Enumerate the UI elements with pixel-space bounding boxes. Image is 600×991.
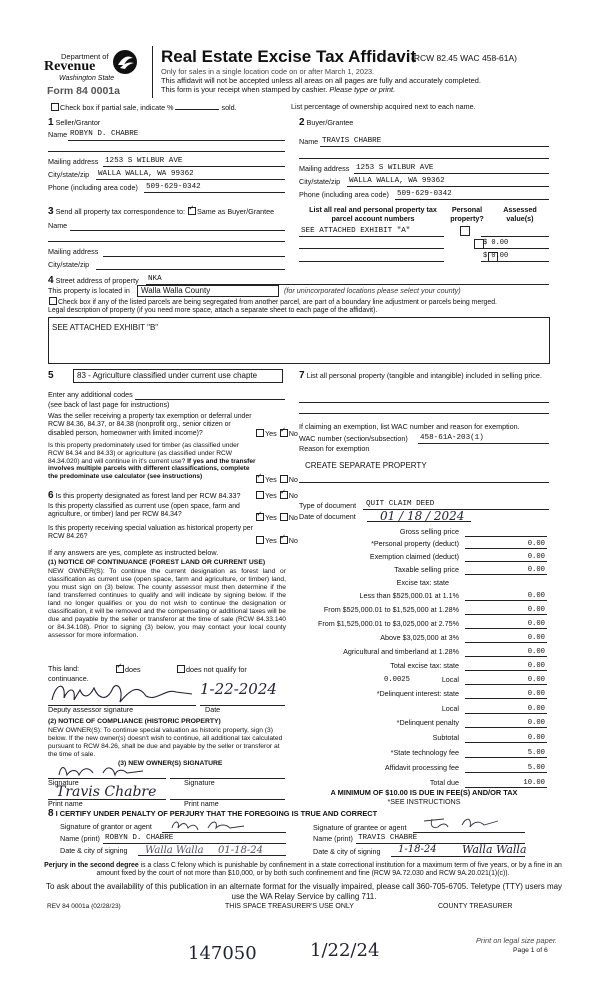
dept-line3: Washington State <box>59 75 115 82</box>
tier4-row: Above $3,025,000 at 3% 0.00 <box>380 633 545 642</box>
minimum-note: A MINIMUM OF $10.00 IS DUE IN FEE(S) AND/OR TAX <box>330 788 518 797</box>
grantor-sig-label: Signature of grantor or agent <box>60 822 152 831</box>
forest-yes-checkbox[interactable] <box>256 491 264 499</box>
street-field[interactable]: NKA <box>148 275 162 283</box>
seller-mail-field[interactable]: 1253 S WILBUR AVE <box>105 157 183 165</box>
assessor-date-field[interactable]: 1-22-2024 <box>200 680 277 698</box>
claim-label: If claiming an exemption, list WAC number and reason for exemption. <box>299 422 520 431</box>
assessed-value-3[interactable]: $ 0.00 <box>483 252 509 260</box>
signature-label-2: Signature <box>184 778 215 787</box>
buyer-mail-label: Mailing address <box>299 164 350 173</box>
grantor-name-field[interactable]: ROBYN D. CHABRE <box>105 834 174 842</box>
local-row: Local 0.00 <box>441 675 545 684</box>
county-treasurer-label: COUNTY TREASURER <box>438 903 513 910</box>
grantee-city-field[interactable]: Walla Walla <box>462 843 527 856</box>
see-back-label: (see back of last page for instructions) <box>48 400 170 409</box>
seller-name-field[interactable]: ROBYN D. CHABRE <box>70 130 139 138</box>
seller-phone-label: Phone (including area code) <box>48 183 138 192</box>
partial-sale-checkbox[interactable] <box>51 103 59 111</box>
buyer-heading: 2 Buyer/Grantee <box>299 117 354 128</box>
tier3-row: From $1,525,000.01 to $3,025,000 at 2.75% 0.00 <box>317 619 545 628</box>
doc-type-label: Type of document <box>299 501 357 510</box>
seller-city-field[interactable]: WALLA WALLA, WA 99362 <box>98 170 194 178</box>
notice-compliance-body: NEW OWNER(S): To continue special valuation as historic property, sign (3) below. If the new owner(s) doesn't wish to continue, all additional tax calculated pursuant to RCW 84.26, shall be due and payable by the seller or transferor at the time of sale. <box>48 727 283 759</box>
personal-header: Personal property? <box>450 205 484 223</box>
certify-heading: 8 I CERTIFY UNDER PENALTY OF PERJURY THAT THE FOREGOING IS TRUE AND CORRECT <box>48 808 378 819</box>
assessor-signature-image <box>46 678 196 708</box>
new-owner-signature-image <box>55 763 145 779</box>
timber-no-checkbox[interactable] <box>280 475 288 483</box>
delinq-state-row: *Delinquent interest: state 0.00 <box>376 689 545 698</box>
grantee-name-label: Name (print) <box>313 834 353 843</box>
legal-description-field[interactable]: SEE ATTACHED EXHIBIT "B" <box>48 317 550 364</box>
revenue-logo-icon <box>112 49 138 75</box>
grantee-signature-image <box>422 815 502 831</box>
total-state-row: Total excise tax: state 0.00 <box>390 661 545 670</box>
tier2-row: From $525,000.01 to $1,525,000 at 1.28% 0.00 <box>323 605 545 614</box>
dept-line2: Revenue <box>44 59 96 74</box>
new-owner-sig-head: (3) NEW OWNER(S) SIGNATURE <box>118 760 223 767</box>
excise-state-row: Excise tax: state <box>396 578 449 587</box>
this-land-label: This land: <box>48 664 80 673</box>
grantee-date-field[interactable]: 1-18-24 <box>398 844 437 855</box>
partial-sale-label: Check box if partial sale, indicate % sold. <box>50 103 237 113</box>
grantee-sig-label: Signature of grantee or agent <box>313 823 407 832</box>
ownership-note: List percentage of ownership acquired next to each name. <box>291 102 476 111</box>
doc-date-field[interactable]: 01 / 18 / 2024 <box>380 509 465 523</box>
local-rate: 0.0025 <box>384 676 410 684</box>
notice-compliance-head: (2) NOTICE OF COMPLIANCE (HISTORIC PROPERTY) <box>48 718 221 725</box>
question-historic: Is this property receiving special valuation as historical property per RCW 84.26? <box>48 525 253 541</box>
does-not-option: does not qualify for <box>176 665 247 675</box>
forest-yes-no: Yes ✓ No <box>255 491 298 501</box>
header-divider <box>152 46 153 98</box>
subtitle-2: This affidavit will not be accepted unless all areas on all pages are fully and accurately completed. <box>161 76 481 85</box>
doc-date-label: Date of document <box>299 512 356 521</box>
treasurer-use-label: THIS SPACE TREASURER'S USE ONLY <box>225 903 354 910</box>
print-name-label-1: Print name <box>48 799 83 808</box>
total-due-row: Total due 10.00 <box>429 778 545 787</box>
personal-row: *Personal property (deduct) 0.00 <box>371 539 545 548</box>
grantor-city-field[interactable]: Walla Walla <box>145 845 204 856</box>
signature-label-1: Signature <box>48 778 79 787</box>
current-use-yes-no: ✓ Yes No <box>255 513 298 523</box>
street-label: 4 Street address of property <box>48 275 139 286</box>
timber-yes-checkbox[interactable] <box>256 475 264 483</box>
grantor-date-label: Date & city of signing <box>60 846 128 855</box>
corr-mail-label: Mailing address <box>48 247 99 256</box>
printed-name-field[interactable]: Travis Chabre <box>56 784 157 800</box>
current-use-yes-checkbox[interactable] <box>256 513 264 521</box>
forest-no-checkbox[interactable] <box>280 491 288 499</box>
segregated-label: Check box if any of the listed parcels are being segregated from another parcel, are part of a boundary line adjustment or parcels being merged. <box>48 297 497 307</box>
subtitle-1: Only for sales in a single location code on or after March 1, 2023. <box>161 67 375 76</box>
aff-fee-row: Affidavit processing fee 5.00 <box>384 763 545 772</box>
buyer-phone-label: Phone (including area code) <box>299 190 389 199</box>
exemption-yes-checkbox[interactable] <box>256 429 264 437</box>
additional-codes-label: Enter any additional codes <box>48 390 133 399</box>
timber-yes-no: ✓ Yes No <box>255 475 298 485</box>
parcel-row-1[interactable]: SEE ATTACHED EXHIBIT "A" <box>301 227 411 235</box>
seller-phone-field[interactable]: 509-629-0342 <box>146 183 201 191</box>
current-use-no-checkbox[interactable] <box>280 513 288 521</box>
page-number: Page 1 of 6 <box>513 947 548 954</box>
buyer-city-field[interactable]: WALLA WALLA, WA 99362 <box>349 177 445 185</box>
form-number: Form 84 0001a <box>47 85 120 97</box>
subtitle-3: This form is your receipt when stamped by cashier. Please type or print. <box>161 85 396 94</box>
correspondence-label: 3 Send all property tax correspondence to: ✓ Same as Buyer/Grantee <box>48 206 274 218</box>
continuance-label: continuance. <box>48 674 89 683</box>
page-title: Real Estate Excise Tax Affidavit <box>161 47 417 66</box>
question-timber: Is this property predominately used for timber (as classified under RCW 84.34 and 84.33) or agriculture (as classified under RCW 84.34.020) and will continue in it's current use? If yes and the transfer involves multiple parcels with different classifications, complete the predominate use calculator (see instructions) <box>48 442 256 481</box>
question-exemption: Was the seller receiving a property tax exemption or deferral under RCW 84.36, 84.37, or 84.38 (nonprofit org., senior citizen or disabled person, homeowner with limited income)? <box>48 413 252 437</box>
historic-yes-no: Yes ✓ No <box>255 536 298 546</box>
does-option: ✓ does <box>115 665 141 675</box>
seller-city-label: City/state/zip <box>48 170 90 179</box>
subtotal-row: Subtotal 0.00 <box>432 733 545 742</box>
accessibility-note: To ask about the availability of this publication in an alternate format for the visually impaired, please call 360-705-6705. Teletype (TTY) users may use the WA Relay Service by calling 711. <box>45 882 563 901</box>
legal-label: Legal description of property (if you need more space, attach a separate sheet to each page of the affidavit). <box>48 307 378 314</box>
corr-name-label: Name <box>48 221 68 230</box>
wac-label: WAC number (section/subsection) <box>299 434 408 443</box>
segregated-checkbox[interactable] <box>49 297 57 305</box>
question-current-use: Is this property classified as current use (open space, farm and agriculture, or timber) land per RCW 84.34? <box>48 503 240 519</box>
located-label: This property is located in <box>48 286 130 295</box>
legal-size-note: Print on legal size paper. <box>476 936 558 945</box>
reason-field[interactable]: CREATE SEPARATE PROPERTY <box>305 461 427 470</box>
rcw-ref: (RCW 82.45 WAC 458-61A) <box>411 53 517 63</box>
wac-field[interactable]: 458-61A-203(1) <box>420 434 484 442</box>
assessor-sig-label: Deputy assessor signature <box>48 705 134 714</box>
county-note: (for unincorporated locations please select your county) <box>284 286 461 295</box>
use-code-select[interactable]: 83 - Agriculture classified under current use chapte <box>73 369 283 383</box>
seller-heading: 1 Seller/Grantor <box>48 117 101 128</box>
assessed-header: Assessed value(s) <box>503 205 537 223</box>
local2-row: Local 0.00 <box>441 704 545 713</box>
assessed-value-2[interactable]: $ 0.00 <box>483 239 509 247</box>
parcel-header: List all real and personal property tax parcel account numbers <box>309 205 437 223</box>
stamp-number: 147050 <box>188 943 257 964</box>
print-name-label-2: Print name <box>184 799 219 808</box>
personal-property-label: 7 List all personal property (tangible and intangible) included in selling price. <box>299 370 542 381</box>
seller-mail-label: Mailing address <box>48 157 99 166</box>
grantor-signature-image <box>168 818 248 832</box>
same-as-buyer-checkbox[interactable] <box>188 207 196 215</box>
reason-label: Reason for exemption <box>299 444 370 453</box>
revision-label: REV 84 0001a (02/28/23) <box>47 903 121 910</box>
grantor-name-label: Name (print) <box>60 834 100 843</box>
notice-continuance-body: NEW OWNER(S): To continue the current designation as forest land or classification as current use (open space, farm and agriculture, or timber) land, you must sign on (3) below. The county assessor must then determine if the land transferred continues to qualify and will indicate by signing below. If the land no longer qualifies or you do not wish to continue the designation or classification, it will be removed and the compensating or additional taxes will be due and payable by the seller or transferor at the time of sale (RCW 84.33.140 or 84.34.108). Prior to signing (3) below, you may contact your local county assessor for more information. <box>48 568 286 640</box>
state-fee-row: *State technology fee 5.00 <box>390 748 545 757</box>
see-instructions: *SEE INSTRUCTIONS <box>387 797 461 806</box>
buyer-mail-field[interactable]: 1253 S WILBUR AVE <box>356 164 434 172</box>
gross-row: Gross selling price <box>299 528 549 538</box>
assessor-date-label: Date <box>205 705 221 714</box>
buyer-city-label: City/state/zip <box>299 177 341 186</box>
seller-name-label: Name <box>48 130 68 139</box>
corr-city-label: City/state/zip <box>48 260 90 269</box>
does-checkbox[interactable] <box>116 665 124 673</box>
grantee-date-label: Date & city of signing <box>313 847 381 856</box>
buyer-name-field[interactable]: TRAVIS CHABRE <box>322 137 382 145</box>
personal-checkbox-1[interactable] <box>460 226 470 236</box>
taxable-row: Taxable selling price 0.00 <box>394 565 545 574</box>
delinq-pen-row: *Delinquent penalty 0.00 <box>396 718 545 727</box>
historic-no-checkbox[interactable] <box>280 536 288 544</box>
county-select[interactable]: Walla Walla County <box>137 285 279 297</box>
does-not-checkbox[interactable] <box>177 665 185 673</box>
question-forest: 6 Is this property designated as forest land per RCW 84.33? <box>48 490 241 501</box>
exemption-row: Exemption claimed (deduct) 0.00 <box>369 552 545 561</box>
historic-yes-checkbox[interactable] <box>256 536 264 544</box>
perjury-note: Perjury in the second degree is a class C felony which is punishable by confinement in a state correctional institution for a maximum term of five years, or by a fine in an amount fixed by the court of not more than $10,000, or by both such confinement and fine (RCW 9A.72.030 and RCW 9A.20.021(1)(c)). <box>44 862 562 878</box>
exemption-yes-no: Yes ✓ No <box>255 429 298 439</box>
doc-type-field[interactable]: QUIT CLAIM DEED <box>366 500 435 508</box>
buyer-phone-field[interactable]: 509-629-0342 <box>397 190 452 198</box>
tier1-row: Less than $525,000.01 at 1.1% 0.00 <box>359 591 545 600</box>
dept-line1: Department of <box>61 52 109 61</box>
answers-note: If any answers are yes, complete as instructed below. <box>48 548 219 557</box>
grantor-date-field[interactable]: 01-18-24 <box>218 845 263 856</box>
grantee-name-field[interactable]: TRAVIS CHABRE <box>358 834 418 842</box>
stamp-date: 1/22/24 <box>310 940 380 961</box>
buyer-name-label: Name <box>299 137 319 146</box>
exemption-no-checkbox[interactable] <box>280 429 288 437</box>
tier5-row: Agricultural and timberland at 1.28% 0.00 <box>343 647 545 656</box>
section5-number: 5 <box>48 370 54 381</box>
notice-continuance-head: (1) NOTICE OF CONTINUANCE (FOREST LAND OR CURRENT USE) <box>48 559 266 566</box>
